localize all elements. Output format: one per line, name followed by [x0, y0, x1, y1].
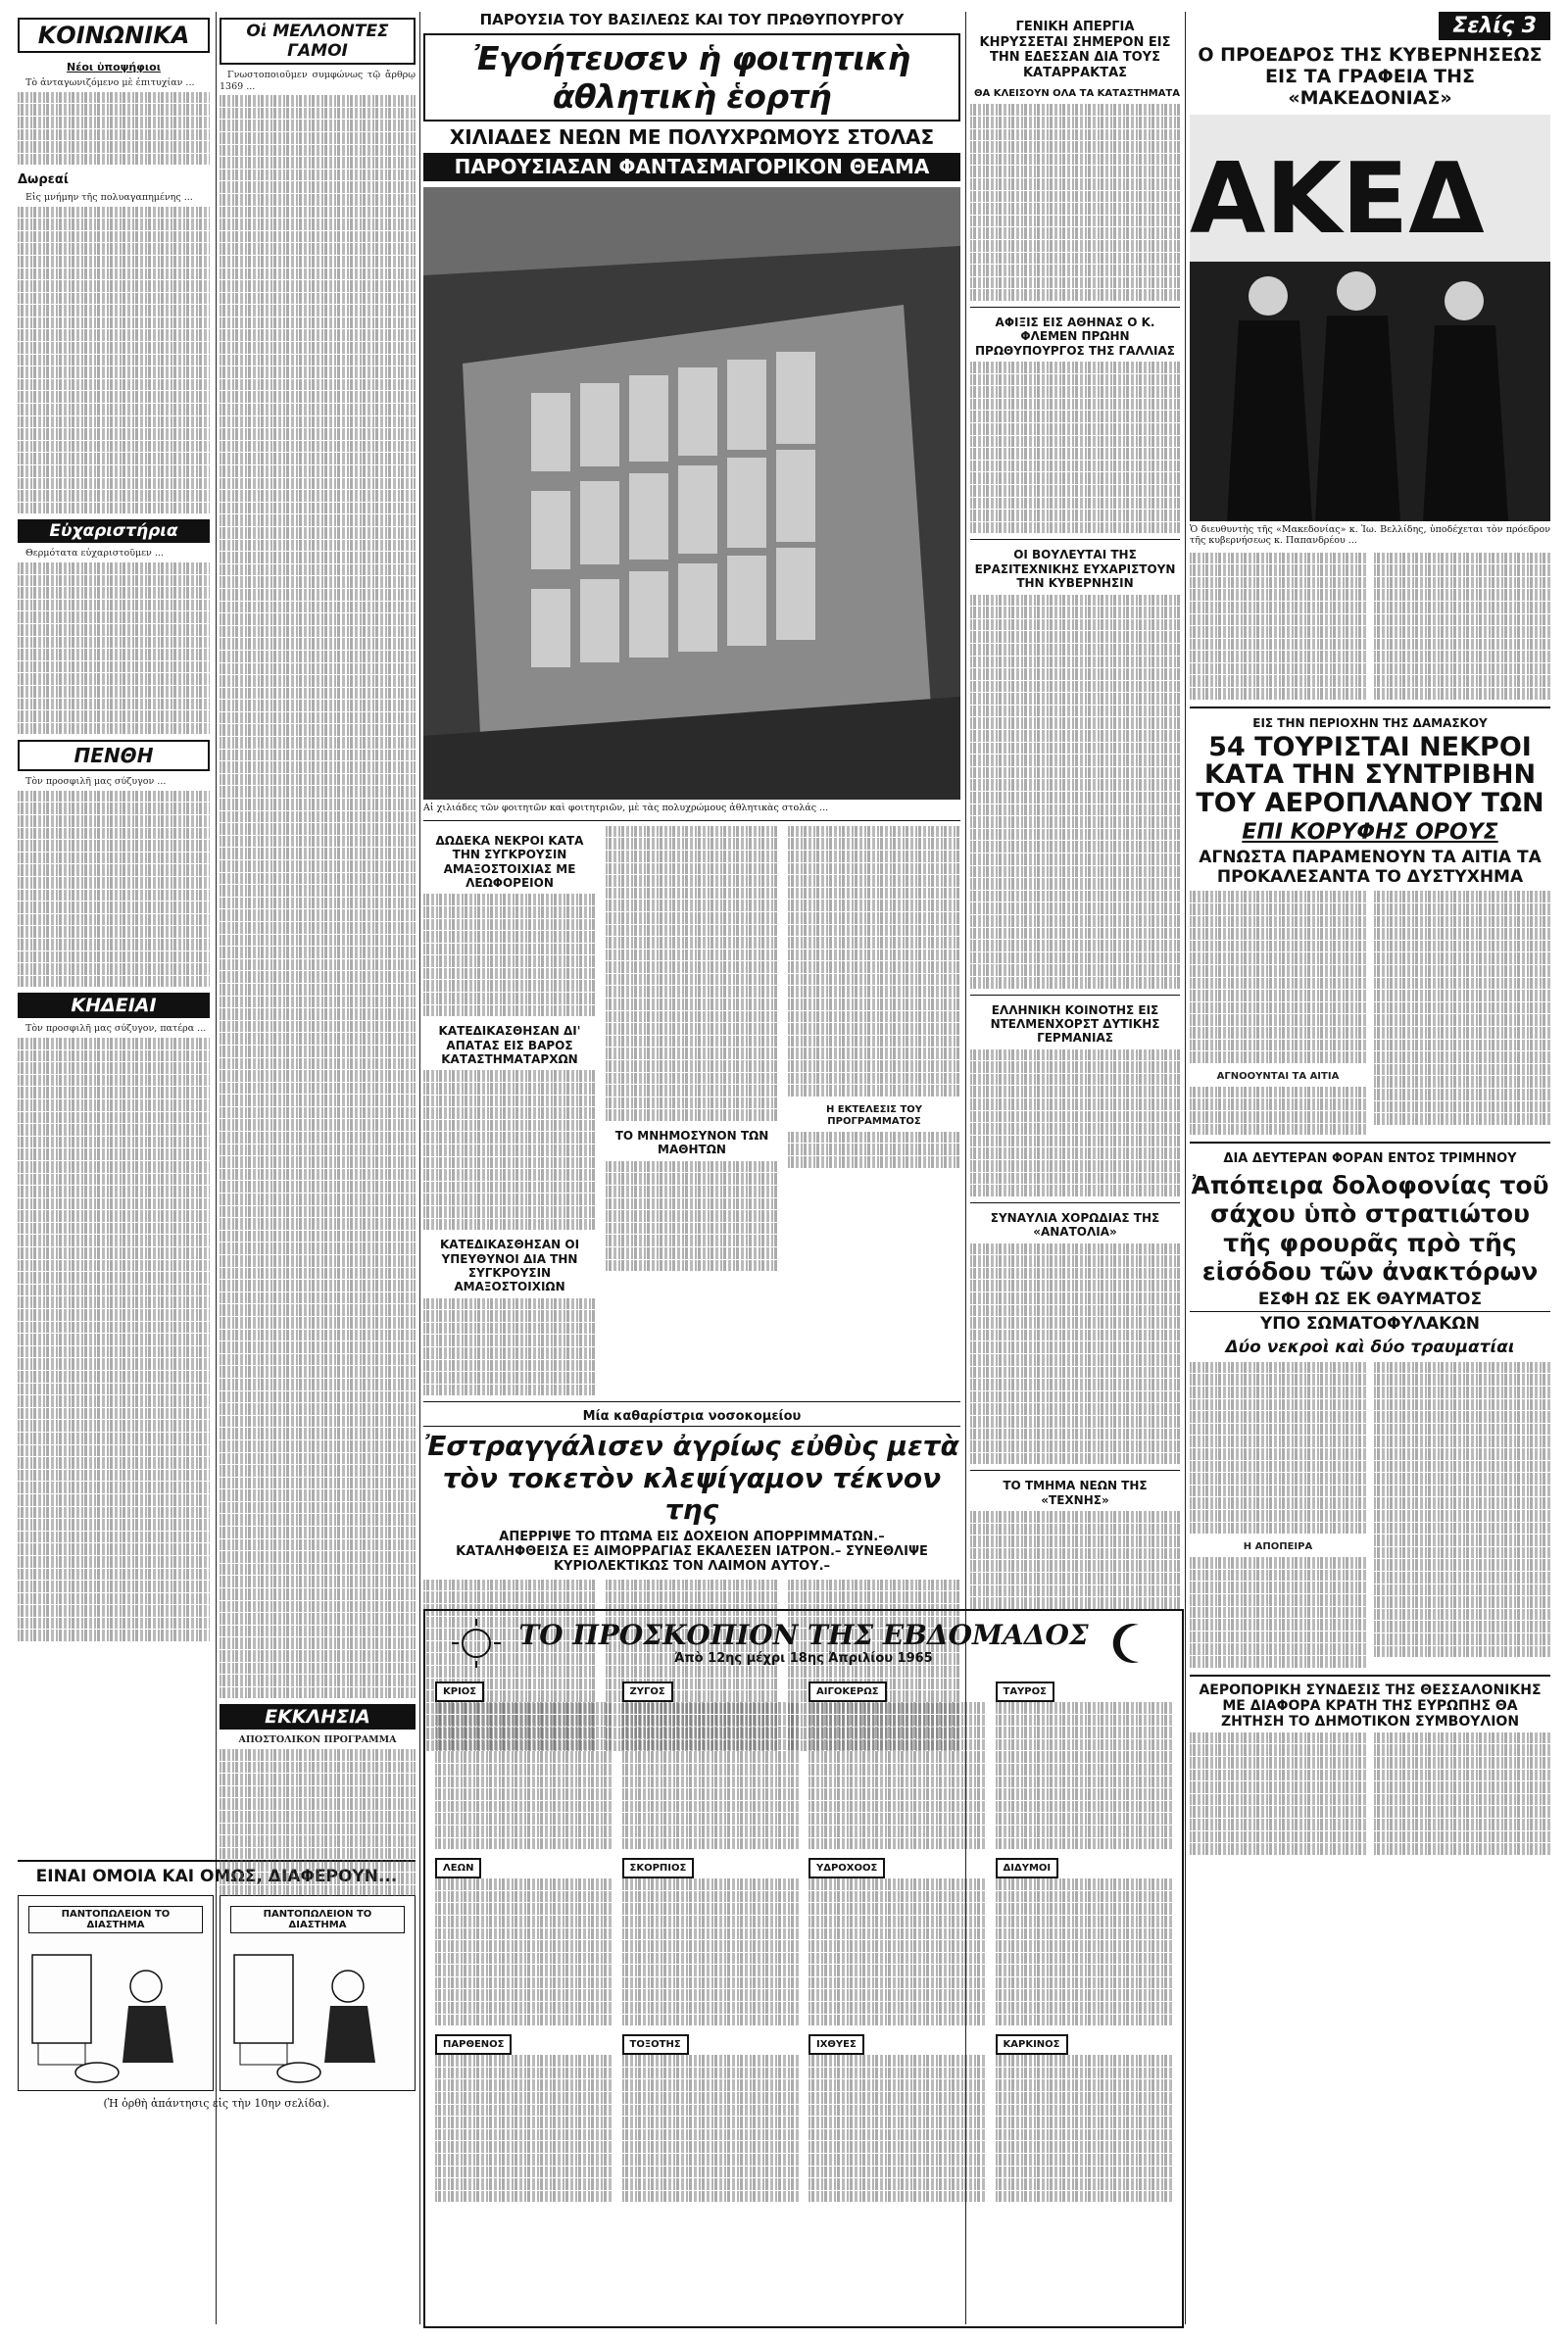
article-subheadline: ΑΓΝΟΟΥΝΤΑΙ ΤΑ ΑΙΤΙΑ: [1216, 1070, 1340, 1082]
cartoon-title: ΕΙΝΑΙ ΟΜΟΙΑ ΚΑΙ ΟΜΩΣ, ΔΙΑΦΕΡΟΥΝ...: [35, 1867, 398, 1886]
article-headline: ΔΩΔΕΚΑ ΝΕΚΡΟΙ ΚΑΤΑ ΤΗΝ ΣΥΓΚΡΟΥΣΙΝ ΑΜΑΞΟΣΤΟΙΧΙΑΣ ΜΕ ΛΕΩΦΟΡΕΙΟΝ: [435, 833, 584, 890]
article-headline: ΑΕΡΟΠΟΡΙΚΗ ΣΥΝΔΕΣΙΣ ΤΗΣ ΘΕΣΣΑΛΟΝΙΚΗΣ ΜΕ ΔΙΑΦΟΡΑ ΚΡΑΤΗ ΤΗΣ ΕΥΡΩΠΗΣ ΘΑ ΖΗΤΗΣΗ ΤΟ ΔΗΜΟΤΙΚΟΝ ΣΥΜΒΟΥΛΙΟΝ: [1199, 1682, 1542, 1730]
meeting-illustration: [1190, 115, 1550, 521]
horoscope-dates: Ἀπὸ 12ης μέχρι 18ης Ἀπριλίου 1965: [674, 1650, 933, 1666]
article-headline: ΕΠΙ ΚΟΡΥΦΗΣ ΟΡΟΥΣ: [1242, 820, 1498, 846]
section-title-penthi: ΠΕΝΘΗ: [18, 740, 210, 771]
stadium-illustration: [423, 187, 960, 800]
zodiac-sign: [808, 1856, 986, 2026]
article-body: [220, 70, 416, 1698]
photo-caption: Ὁ διευθυντὴς τῆς «Μακεδονίας» κ. Ἰω. Βελλίδης, ὑποδέχεται τὸν πρόεδρον τῆς κυβερνήσεως κ. Παπανδρέου ...: [1190, 523, 1550, 547]
article-headline: ΚΑΤΕΔΙΚΑΣΘΗΣΑΝ ΟΙ ΥΠΕΥΘΥΝΟΙ ΔΙΑ ΤΗΝ ΣΥΓΚΡΟΥΣΙΝ ΑΜΑΞΟΣΤΟΙΧΙΩΝ: [439, 1238, 580, 1294]
section-title-ekklisia: ΕΚΚΛΗΣΙΑ: [220, 1704, 416, 1730]
article-body: [18, 776, 210, 987]
article-headline: ΟΙ ΒΟΥΛΕΥΤΑΙ ΤΗΣ ΕΡΑΣΙΤΕΧΝΙΚΗΣ ΕΥΧΑΡΙΣΤΟΥΝ ΤΗΝ ΚΥΒΕΡΝΗΣΙΝ: [974, 548, 1176, 591]
zodiac-label: ΤΟΞΟΤΗΣ: [622, 2034, 689, 2055]
article-headline: ΚΑΤΕΔΙΚΑΣΘΗΣΑΝ ΔΙ' ΑΠΑΤΑΣ ΕΙΣ ΒΑΡΟΣ ΚΑΤΑΣΤΗΜΑΤΑΡΧΩΝ: [438, 1024, 581, 1067]
article-headline: ΕΛΛΗΝΙΚΗ ΚΟΙΝΟΤΗΣ ΕΙΣ ΝΤΕΛΜΕΝΧΟΡΣΤ ΔΥΤΙΚΗΣ ΓΕΡΜΑΝΙΑΣ: [990, 1002, 1160, 1046]
article-headline: Ο ΠΡΟΕΔΡΟΣ ΤΗΣ ΚΥΒΕΡΝΗΣΕΩΣ ΕΙΣ ΤΑ ΓΡΑΦΕΙΑ ΤΗΣ «ΜΑΚΕΔΟΝΙΑΣ»: [1198, 44, 1543, 109]
article-text: Εἰς μνήμην τῆς πολυαγαπημένης ...: [25, 191, 193, 203]
column-weddings: [220, 12, 416, 1902]
cartoon-right: [220, 1895, 416, 2091]
cartoon-caption: (Ἡ ὀρθὴ ἀπάντησις εἰς τὴν 10ην σελίδα).: [103, 2096, 330, 2110]
article-kicker: ΔΙΑ ΔΕΥΤΕΡΑΝ ΦΟΡΑΝ ΕΝΤΟΣ ΤΡΙΜΗΝΟΥ: [1223, 1151, 1517, 1167]
zodiac-label: ΣΚΟΡΠΙΟΣ: [622, 1858, 695, 1878]
article-body: [1190, 1362, 1366, 1669]
article-kicker: ΠΑΡΟΥΣΙΑ ΤΟΥ ΒΑΣΙΛΕΩΣ ΚΑΙ ΤΟΥ ΠΡΩΘΥΠΟΥΡΓΟΥ: [479, 11, 905, 28]
article-headline: 54 ΤΟΥΡΙΣΤΑΙ ΝΕΚΡΟΙ ΚΑΤΑ ΤΗΝ ΣΥΝΤΡΙΒΗΝ ΤΟΥ ΑΕΡΟΠΛΑΝΟΥ ΤΩΝ: [1196, 732, 1544, 818]
article-kicker: Μία καθαρίστρια νοσοκομείου: [423, 1407, 960, 1427]
column-right: [1190, 12, 1550, 1856]
article-subheadline: ΕΣΦΗ ΩΣ ΕΚ ΘΑΥΜΑΤΟΣ: [1190, 1291, 1550, 1313]
section-title-kidia: ΚΗΔΕΙΑΙ: [18, 993, 210, 1018]
zodiac-label: ΖΥΓΟΣ: [622, 1682, 673, 1702]
article-headline: Ἀπόπειρα δολοφονίας τοῦ σάχου ὑπὸ στρατιώτου τῆς φρουρᾶς πρὸ τῆς εἰσόδου τῶν ἀνακτόρων: [1191, 1170, 1549, 1287]
article-text: Τὸν προσφιλῆ μας σύζυγον, πατέρα ...: [25, 1023, 207, 1035]
subsection-title: Νέοι ὑποψήφιοι: [67, 61, 161, 73]
article-subheadline: ΑΓΝΩΣΤΑ ΠΑΡΑΜΕΝΟΥΝ ΤΑ ΑΙΤΙΑ ΤΑ ΠΡΟΚΑΛΕΣΑΝΤΑ ΤΟ ΔΥΣΤΥΧΗΜΑ: [1199, 848, 1542, 887]
column-rule: [419, 12, 420, 2324]
section-title-eucharistiria: Εὐχαριστήρια: [18, 519, 210, 543]
article-body: [18, 548, 210, 734]
article-subheadline: ΥΠΟ ΣΩΜΑΤΟΦΥΛΑΚΩΝ: [1259, 1314, 1481, 1335]
article-headline: ΤΟ ΤΜΗΜΑ ΝΕΩΝ ΤΗΣ «ΤΕΧΝΗΣ»: [1003, 1479, 1148, 1507]
article-text: Τὸ ἀνταγωνιζόμενο μὲ ἐπιτυχίαν ...: [25, 77, 195, 89]
article-body: [1190, 891, 1366, 1136]
article-body: [1374, 553, 1550, 701]
subcolumn: [423, 826, 596, 1397]
subsection-title: Δωρεαί: [18, 172, 69, 188]
article-text: Θερμότατα εὐχαριστοῦμεν ...: [25, 548, 164, 560]
article-body: [970, 595, 1180, 989]
article-headline: ΤΟ ΜΝΗΜΟΣΥΝΟΝ ΤΩΝ ΜΑΘΗΤΩΝ: [614, 1129, 769, 1157]
cartoon-left: [18, 1895, 214, 2091]
subcolumn: [788, 826, 960, 1397]
article-body: [1374, 891, 1550, 1136]
page-number: Σελίς 3: [1439, 12, 1550, 40]
zodiac-sign: [622, 2032, 800, 2203]
main-headline: Ἐγοήτευσεν ἡ φοιτητικὴ ἀθλητικὴ ἑορτή: [423, 33, 960, 122]
article-body: [970, 1049, 1180, 1196]
section-title-koinonika: ΚΟΙΝΩΝΙΚΑ: [18, 18, 210, 53]
zodiac-label: ΑΙΓΟΚΕΡΩΣ: [808, 1682, 887, 1702]
article-headline: Ἐστραγγάλισεν ἀγρίως εὐθὺς μετὰ τὸν τοκετὸν κλεψίγαμον τέκνον της: [424, 1430, 959, 1526]
meeting-photo: [1190, 115, 1550, 521]
zodiac-sign: [996, 1680, 1173, 1850]
zodiac-label: ΔΙΔΥΜΟΙ: [996, 1858, 1059, 1878]
stadium-photo: [423, 187, 960, 800]
article-headline: ΣΥΝΑΥΛΙΑ ΧΟΡΩΔΙΑΣ ΤΗΣ «ΑΝΑΤΟΛΙΑ»: [990, 1210, 1160, 1240]
article-headline: ΑΦΙΞΙΣ ΕΙΣ ΑΘΗΝΑΣ Ο Κ. ΦΛΕΜΕΝ ΠΡΩΗΝ ΠΡΩΘΥΠΟΥΡΓΟΣ ΤΗΣ ΓΑΛΛΙΑΣ: [975, 315, 1175, 358]
zodiac-sign: [996, 1856, 1173, 2026]
article-text: Γνωστοποιοῦμεν συμφώνως τῷ ἄρθρῳ 1369 ...: [220, 70, 416, 92]
article-body: [970, 1243, 1180, 1465]
article-headline: ΓΕΝΙΚΗ ΑΠΕΡΓΙΑ ΚΗΡΥΣΣΕΤΑΙ ΣΗΜΕΡΟΝ ΕΙΣ ΤΗΝ ΕΔΕΣΣΑΝ ΔΙΑ ΤΟΥΣ ΚΑΤΑΡΡΑΚΤΑΣ: [979, 20, 1171, 80]
main-subheadline: ΠΑΡΟΥΣΙΑΣΑΝ ΦΑΝΤΑΣΜΑΓΟΡΙΚΟΝ ΘΕΑΜΑ: [423, 153, 960, 181]
sun-icon: [450, 1617, 503, 1670]
article-kicker: ΕΙΣ ΤΗΝ ΠΕΡΙΟΧΗΝ ΤΗΣ ΔΑΜΑΣΚΟΥ: [1252, 715, 1488, 730]
article-body: [1374, 1732, 1550, 1856]
zodiac-label: ΤΑΥΡΟΣ: [996, 1682, 1054, 1702]
zodiac-sign: [808, 1680, 986, 1850]
zodiac-label: ΚΑΡΚΙΝΟΣ: [996, 2034, 1068, 2055]
zodiac-sign: [622, 1680, 800, 1850]
moon-icon: [1104, 1617, 1157, 1670]
column-news: [970, 12, 1180, 1615]
article-subheadline: ΑΠΕΡΡΙΨΕ ΤΟ ΠΤΩΜΑ ΕΙΣ ΔΟΧΕΙΟΝ ΑΠΟΡΡΙΜΜΑΤΩΝ.– ΚΑΤΑΛΗΦΘΕΙΣΑ ΕΞ ΑΙΜΟΡΡΑΓΙΑΣ ΕΚΑΛΕΣΕΝ ΙΑΤΡΟΝ.– ΣΥΝΕΘΛΙΨΕ ΚΥΡΙΟΛΕΚΤΙΚΩΣ ΤΟΝ ΛΑΙΜΟΝ ΑΥΤΟΥ.–: [456, 1530, 928, 1574]
article-body: [970, 104, 1180, 301]
subcolumn: [606, 826, 778, 1397]
article-body: [1374, 1362, 1550, 1669]
shop-sign: ΠΑΝΤΟΠΩΛΕΙΟΝ ΤΟ ΔΙΑΣΤΗΜΑ: [230, 1906, 405, 1933]
horoscope-section: [423, 1609, 1184, 2328]
zodiac-label: ΙΧΘΥΕΣ: [808, 2034, 864, 2055]
zodiac-label: ΥΔΡΟΧΟΟΣ: [808, 1858, 885, 1878]
zodiac-sign: [808, 2032, 986, 2203]
zodiac-label: ΛΕΩΝ: [435, 1858, 481, 1878]
column-social: [18, 12, 210, 1647]
zodiac-sign: [435, 1680, 612, 1850]
article-body: [970, 362, 1180, 533]
shop-sign: ΠΑΝΤΟΠΩΛΕΙΟΝ ΤΟ ΔΙΑΣΤΗΜΑ: [28, 1906, 203, 1933]
article-body: [18, 1023, 210, 1641]
cartoon-drawing: [220, 1896, 413, 2090]
article-body: [220, 1734, 416, 1896]
article-text: ΑΠΟΣΤΟΛΙΚΟΝ ΠΡΟΓΡΑΜΜΑ: [238, 1734, 397, 1746]
zodiac-label: ΠΑΡΘΕΝΟΣ: [435, 2034, 512, 2055]
column-rule: [1185, 12, 1186, 2324]
main-subheadline: ΧΙΛΙΑΔΕΣ ΝΕΩΝ ΜΕ ΠΟΛΥΧΡΩΜΟΥΣ ΣΤΟΛΑΣ: [449, 125, 935, 150]
sign-text: ΑΚΕΔ: [1190, 140, 1485, 256]
article-body: [18, 77, 210, 165]
article-body: [1190, 553, 1366, 701]
zodiac-sign: [435, 2032, 612, 2203]
section-title-gamoi: Οἱ ΜΕΛΛΟΝΤΕΣ ΓΑΜΟΙ: [220, 18, 416, 65]
article-subheadline: Η ΑΠΟΠΕΙΡΑ: [1243, 1541, 1313, 1553]
zodiac-sign: [996, 2032, 1173, 2203]
horoscope-title: ΤΟ ΠΡΟΣΚΟΠΙΟΝ ΤΗΣ ΕΒΔΟΜΑΔΟΣ: [518, 1619, 1089, 1652]
zodiac-label: ΚΡΙΟΣ: [435, 1682, 484, 1702]
article-text: Τὸν προσφιλῆ μας σύζυγον ...: [25, 776, 167, 788]
cartoon-drawing: [19, 1896, 211, 2090]
photo-caption: Αἱ χιλιάδες τῶν φοιτητῶν καὶ φοιτητριῶν, μὲ τὰς πολυχρώμους ἀθλητικὰς στολάς ...: [423, 803, 829, 814]
article-subheadline: ΘΑ ΚΛΕΙΣΟΥΝ ΟΛΑ ΤΑ ΚΑΤΑΣΤΗΜΑΤΑ: [973, 88, 1180, 100]
article-subheadline: Δύο νεκροὶ καὶ δύο τραυματίαι: [1225, 1337, 1515, 1357]
article-body: [1190, 1732, 1366, 1856]
newspaper-page: [18, 12, 1550, 2324]
article-body: [970, 1511, 1180, 1609]
column-main: [423, 12, 960, 1752]
zodiac-sign: [622, 1856, 800, 2026]
article-headline: Η ΕΚΤΕΛΕΣΙΣ ΤΟΥ ΠΡΟΓΡΑΜΜΑΤΟΣ: [825, 1103, 923, 1127]
zodiac-sign: [435, 1856, 612, 2026]
article-body: [18, 192, 210, 513]
